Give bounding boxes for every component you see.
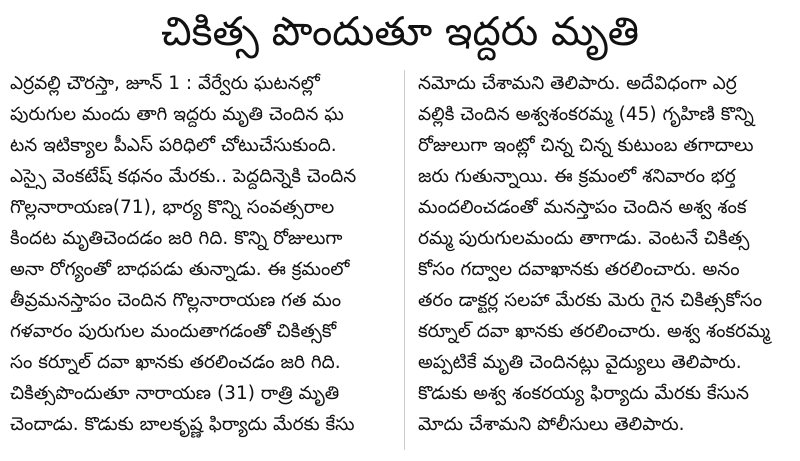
paragraph-line: రమ్మ పురుగులమందు తాగాడు. వెంటనే చికిత్స <box>418 228 750 249</box>
paragraph-line: కొడుకు అశ్వ శంకరయ్య ఫిర్యాదు మేరకు కేసున <box>418 383 749 404</box>
paragraph-line: తరం డాక్టర్ల సలహా మేరకు మెరు గైన చికిత్సకోసం <box>418 290 763 311</box>
paragraph-line: సం కర్నూల్ దవా ఖానకు తరలించడం జరి గిది. <box>10 352 341 373</box>
article-headline: చికిత్స పొందుతూ ఇద్దరు మృతి <box>160 9 640 55</box>
paragraph-line: అప్పటికే మృతి చెందినట్లు వైద్యులు తెలిపారు. <box>418 352 742 373</box>
paragraph-line: ఎర్రవల్లి చౌరస్తా, జూన్ 1 : వేర్వేరు ఘటనల్లో <box>10 73 320 94</box>
column-divider <box>404 70 405 450</box>
paragraph-line: నమోదు చేశామని తెలిపారు. అదేవిధంగా ఎర్ర <box>418 73 737 94</box>
paragraph-line: జరు గుతున్నాయి. ఈ క్రమంలో శనివారం భర్త <box>418 166 736 187</box>
paragraph-line: ఎస్సై వెంకటేష్ కథనం మేరకు.. పెద్దదిన్నెకి చెందిన <box>10 166 357 187</box>
paragraph-line: తీవ్రమనస్తాపం చెందిన గొల్లనారాయణ గత మం <box>10 290 342 311</box>
paragraph-line: టన ఇటిక్యాల పీఎస్ పరిధిలో చోటుచేసుకుంది. <box>10 135 337 156</box>
paragraph-line: చికిత్సపొందుతూ నారాయణ (31) రాత్రి మృతి <box>10 383 340 404</box>
paragraph-line: గొల్లనారాయణ(71), భార్య కొన్ని సంవత్సరాల <box>10 197 335 218</box>
paragraph-line: చెందాడు. కొడుకు బాలకృష్ణ ఫిర్యాదు మేరకు కేసు <box>10 414 355 435</box>
paragraph-line: పురుగుల మందు తాగి ఇద్దరు మృతి చెందిన ఘ <box>10 104 344 125</box>
paragraph-line: కర్నూల్ దవా ఖానకు తరలించారు. అశ్వ శంకరమ్మ <box>418 321 771 342</box>
paragraph-line: కోసం గద్వాల దవాఖానకు తరలించారు. అనం <box>418 259 740 280</box>
paragraph-line: మందలించడంతో మనస్తాపం చెందిన అశ్వ శంక <box>418 197 747 218</box>
paragraph-line: కిందట మృతిచెందడం జరి గిది. కొన్ని రోజులుగా <box>10 228 343 249</box>
article-column-right <box>418 68 798 440</box>
paragraph-line: వల్లికి చెందిన అశ్వశంకరమ్మ (45) గృహిణి కొన్ని <box>418 104 754 125</box>
paragraph-line: మోదు చేశామని పోలీసులు తెలిపారు. <box>418 414 685 435</box>
paragraph-line: అనా రోగ్యంతో బాధపడు తున్నాడు. ఈ క్రమంలో <box>10 259 350 280</box>
paragraph-line: గళవారం పురుగుల మందుతాగడంతో చికిత్సకో <box>10 321 337 342</box>
paragraph-line: రోజులుగా ఇంట్లో చిన్న చిన్న కుటుంబ తగాదాలు <box>418 135 754 156</box>
article-column-left <box>10 68 390 440</box>
